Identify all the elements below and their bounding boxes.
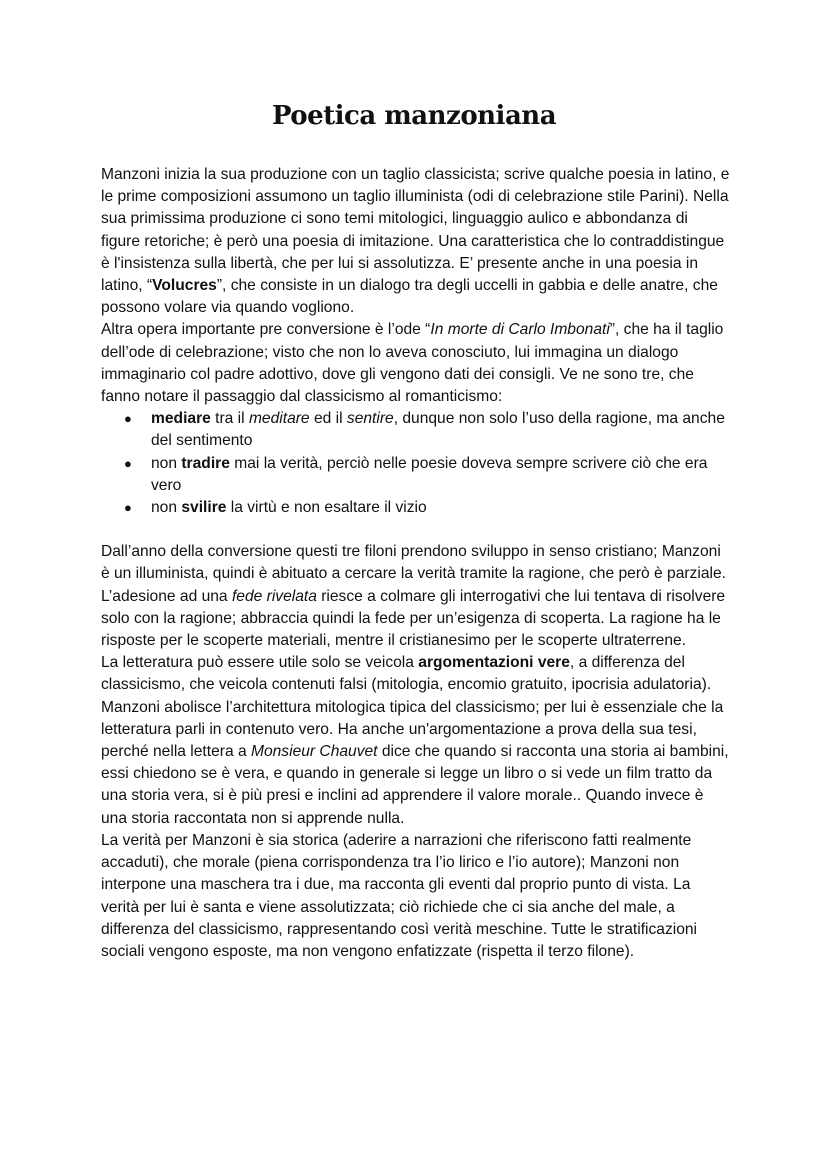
paragraph-conversione: [101, 541, 731, 652]
italic-term: fede rivelata: [231, 587, 317, 605]
text-run: La letteratura può essere utile solo se veicola: [101, 654, 419, 672]
text-run: riesce a colmare gli interrogativi che lui tentava di risolvere solo con la ragione; abbraccia quindi la fede per un’esigenza di scoperta. La ragione ha le risposte per le scoperte materiali, mentre il cristianesimo per le scoperte ultraterrene.: [101, 587, 726, 650]
text-run: tra il: [210, 410, 249, 428]
paragraph-verita: La verità per Manzoni è sia storica (aderire a narrazioni che riferiscono fatti realmente accaduti), che morale (piena corrispondenza tra l’io lirico e l’io autore); Manzoni non interpone una maschera tra i due, ma racconta gli eventi dal proprio punto di vista. La verità per lui è santa e viene assolutizzata; ciò richiede che ci sia anche del male, a differenza del classicismo, rappresentando così verità meschine. Tutte le stratificazioni sociali vengono esposte, ma non vengono enfatizzate (rispetta il terzo filone).: [101, 831, 698, 960]
bullet-list: [101, 408, 731, 519]
text-run: mai la verità, perciò nelle poesie doveva sempre scrivere ciò che era vero: [151, 454, 708, 494]
italic-term: sentire: [346, 410, 394, 428]
paragraph-intro: [101, 164, 731, 319]
text-run: la virtù e non esaltare il vizio: [226, 499, 427, 517]
paragraph-imbonati: [101, 319, 731, 408]
italic-term: Monsieur Chauvet: [250, 743, 378, 761]
italic-term: meditare: [248, 410, 310, 428]
text-run: , dunque non solo l’uso della ragione, ma anche del sentimento: [151, 410, 725, 450]
page-title: Poetica manzoniana: [271, 101, 557, 131]
list-item: [101, 408, 731, 452]
bold-term: svilire: [181, 499, 227, 517]
bold-term: mediare: [151, 410, 211, 428]
bullet-icon: ●: [124, 500, 132, 516]
text-run: Altra opera importante pre conversione è l’ode “: [101, 321, 431, 339]
bullet-icon: ●: [124, 455, 132, 471]
text-run: non: [151, 499, 182, 517]
italic-term: In morte di Carlo Imbonati: [430, 321, 610, 339]
text-run: Manzoni inizia la sua produzione con un taglio classicista; scrive qualche poesia in latino, e le prime composizioni assumono un taglio illuminista (odi di celebrazione stile Parini). Nella sua primissima produzione ci sono temi mitologici, linguaggio aulico e abbondanza di figure retoriche; è però una poesia di imitazione. Una caratteristica che lo contraddistingue è l'insistenza sulla libertà, che per lui si assolutizza. E’ presente anche in una poesia in latino, “: [101, 166, 730, 295]
bold-term: Volucres: [152, 277, 217, 295]
text-run: Dall’anno della conversione questi tre filoni prendono sviluppo in senso cristiano; Manzoni è un illuminista, quindi è abituato a cercare la verità tramite la ragione, che però è parziale. L’adesione ad una: [101, 543, 726, 605]
list-item: [101, 453, 731, 497]
paragraph-letteratura: [101, 652, 731, 830]
text-run: ed il: [309, 410, 347, 428]
text-run: , a differenza del classicismo, che veicola contenuti falsi (mitologia, encomio gratuito, ipocrisia adulatoria). Manzoni abolisce l’architettura mitologica tipica del classicismo; per lui è essenziale che la letteratura parli in contenuto vero. Ha anche un'argomentazione a prova della sua tesi, perché nella lettera a: [101, 654, 724, 761]
text-run: ”, che ha il taglio dell’ode di celebrazione; visto che non lo aveva conosciuto, lui immagina un dialogo immaginario col padre adottivo, dove gli vengono dati dei consigli. Ve ne sono tre, che fanno notare il passaggio dal classicismo al romanticismo:: [101, 321, 724, 406]
document-body: [101, 164, 731, 963]
bold-term: argomentazioni vere: [418, 654, 570, 672]
paragraph-spacer: [101, 519, 731, 541]
text-run: dice che quando si racconta una storia ai bambini, essi chiedono se è vera, e quando in generale si legge un libro o si vede un film tratto da una storia vera, si è più presi e inclini ad apprendere il valore morale.. Quando invece è una storia raccontata non si apprende nulla.: [101, 743, 729, 827]
list-item: [101, 497, 731, 519]
bold-term: tradire: [181, 454, 230, 472]
text-run: ”, che consiste in un dialogo tra degli uccelli in gabbia e delle anatre, che possono volare via quando vogliono.: [101, 277, 718, 317]
text-run: non: [151, 454, 182, 472]
bullet-icon: ●: [124, 411, 132, 427]
